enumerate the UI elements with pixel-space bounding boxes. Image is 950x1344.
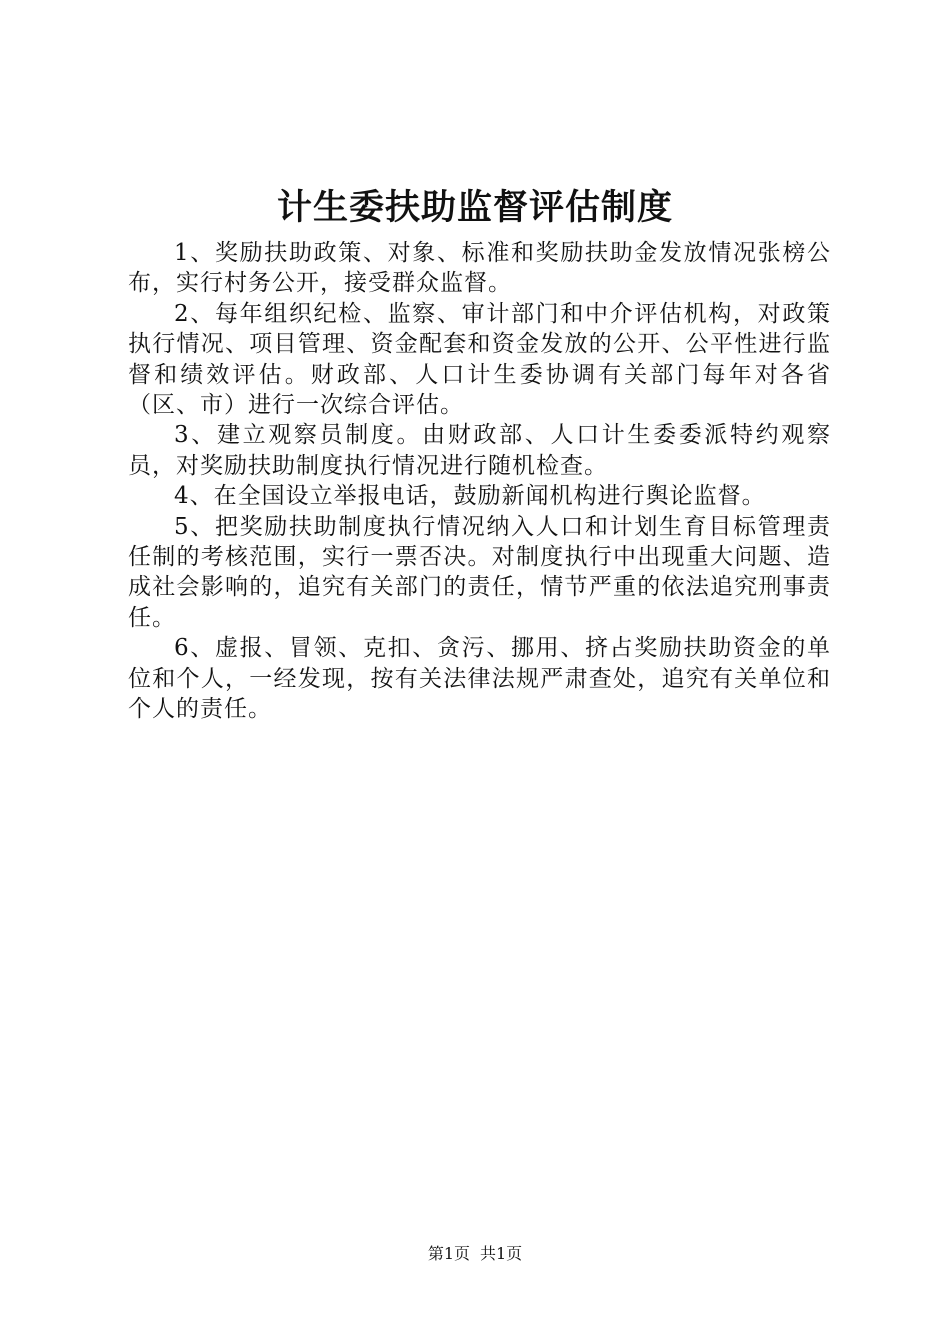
paragraph-1: 1、奖励扶助政策、对象、标准和奖励扶助金发放情况张榜公布，实行村务公开，接受群众监督。 bbox=[128, 240, 831, 297]
paragraph-5: 5、把奖励扶助制度执行情况纳入人口和计划生育目标管理责任制的考核范围，实行一票否决。对制度执行中出现重大问题、造成社会影响的，追究有关部门的责任，情节严重的依法追究刑事责任。 bbox=[128, 513, 831, 631]
paragraph-2: 2、每年组织纪检、监察、审计部门和中介评估机构，对政策执行情况、项目管理、资金配套和资金发放的公开、公平性进行监督和绩效评估。财政部、人口计生委协调有关部门每年对各省（区、市）进行一次综合评估。 bbox=[128, 300, 831, 419]
paragraph-4: 4、在全国设立举报电话，鼓励新闻机构进行舆论监督。 bbox=[174, 483, 766, 510]
paragraph-3: 3、建立观察员制度。由财政部、人口计生委委派特约观察员，对奖励扶助制度执行情况进行随机检查。 bbox=[128, 422, 831, 479]
page-total: 共1页 bbox=[480, 1244, 523, 1263]
document-body bbox=[128, 238, 831, 725]
paragraph-6: 6、虚报、冒领、克扣、贪污、挪用、挤占奖励扶助资金的单位和个人，一经发现，按有关法律法规严肃查处，追究有关单位和个人的责任。 bbox=[128, 635, 831, 723]
page-number: 第1页 bbox=[427, 1244, 470, 1263]
page-footer bbox=[0, 1243, 950, 1265]
document-title: 计生委扶助监督评估制度 bbox=[276, 187, 673, 228]
